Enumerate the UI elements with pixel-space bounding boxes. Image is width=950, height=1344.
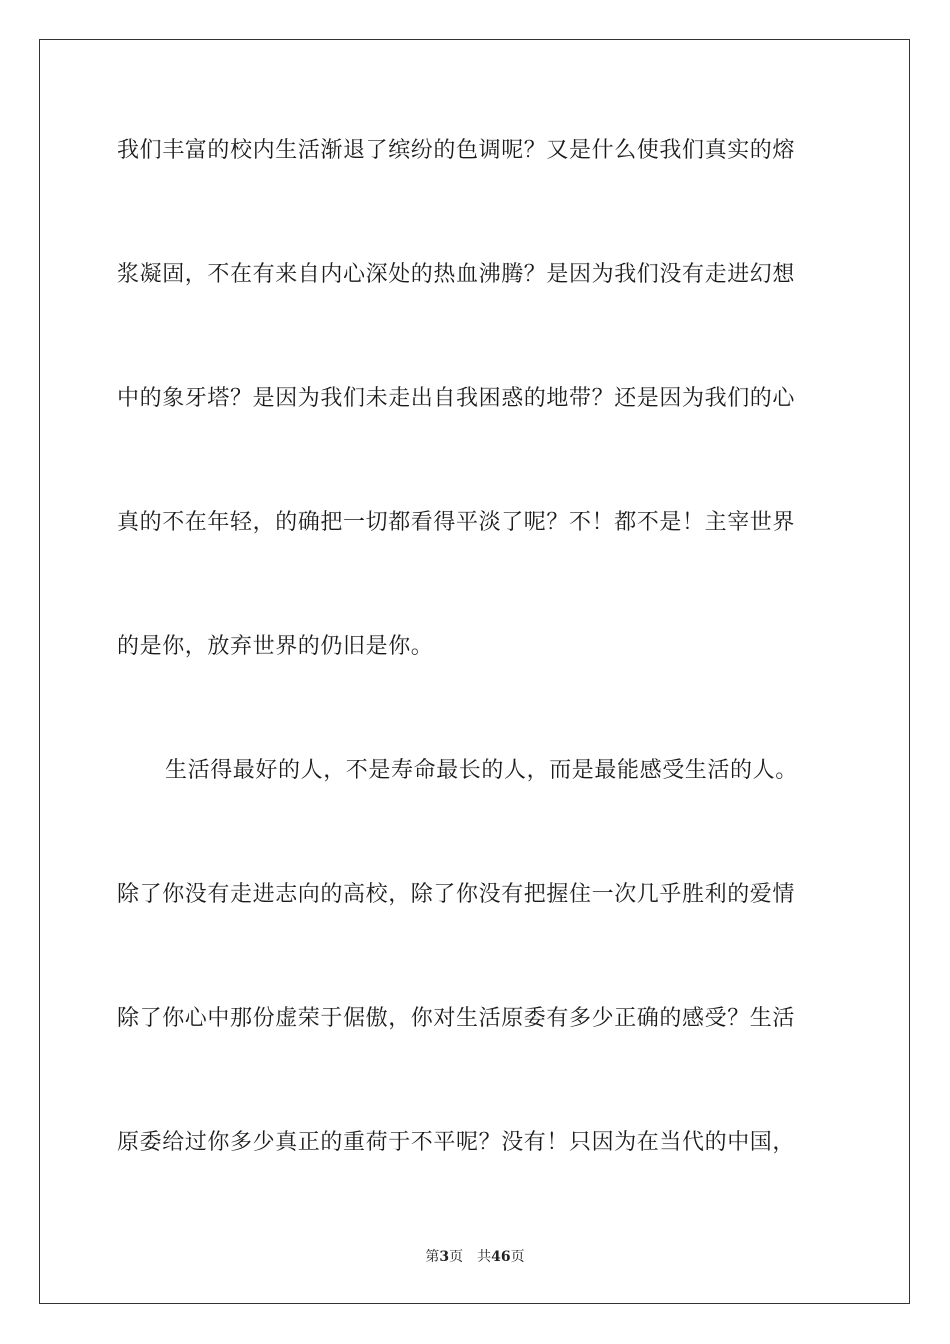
page-number: 3 xyxy=(439,1249,450,1265)
text-line: 真的不在年轻，的确把一切都看得平淡了呢？不！都不是！主宰世界 xyxy=(117,510,796,535)
text-line: 原委给过你多少真正的重荷于不平呢？没有！只因为在当代的中国， xyxy=(117,1130,796,1155)
text-line: 除了你没有走进志向的高校，除了你没有把握住一次几乎胜利的爱情 xyxy=(117,882,796,907)
text-line: 除了你心中那份虚荣于倨傲，你对生活原委有多少正确的感受？生活 xyxy=(117,1006,796,1031)
page-footer xyxy=(0,1246,950,1266)
total-prefix: 共 xyxy=(477,1249,492,1265)
total-suffix: 页 xyxy=(510,1249,525,1265)
paragraph-first-line: 生活得最好的人，不是寿命最长的人，而是最能感受生活的人。 xyxy=(165,758,798,783)
text-line: 的是你，放弃世界的仍旧是你。 xyxy=(117,634,434,659)
text-line: 中的象牙塔？是因为我们未走出自我困惑的地带？还是因为我们的心 xyxy=(117,386,796,411)
total-pages: 46 xyxy=(491,1249,511,1265)
page-prefix: 第 xyxy=(425,1249,440,1265)
page-border xyxy=(39,39,910,1304)
text-line: 浆凝固，不在有来自内心深处的热血沸腾？是因为我们没有走进幻想 xyxy=(117,262,796,287)
page-suffix: 页 xyxy=(449,1249,464,1265)
text-line: 我们丰富的校内生活渐退了缤纷的色调呢？又是什么使我们真实的熔 xyxy=(117,138,796,163)
